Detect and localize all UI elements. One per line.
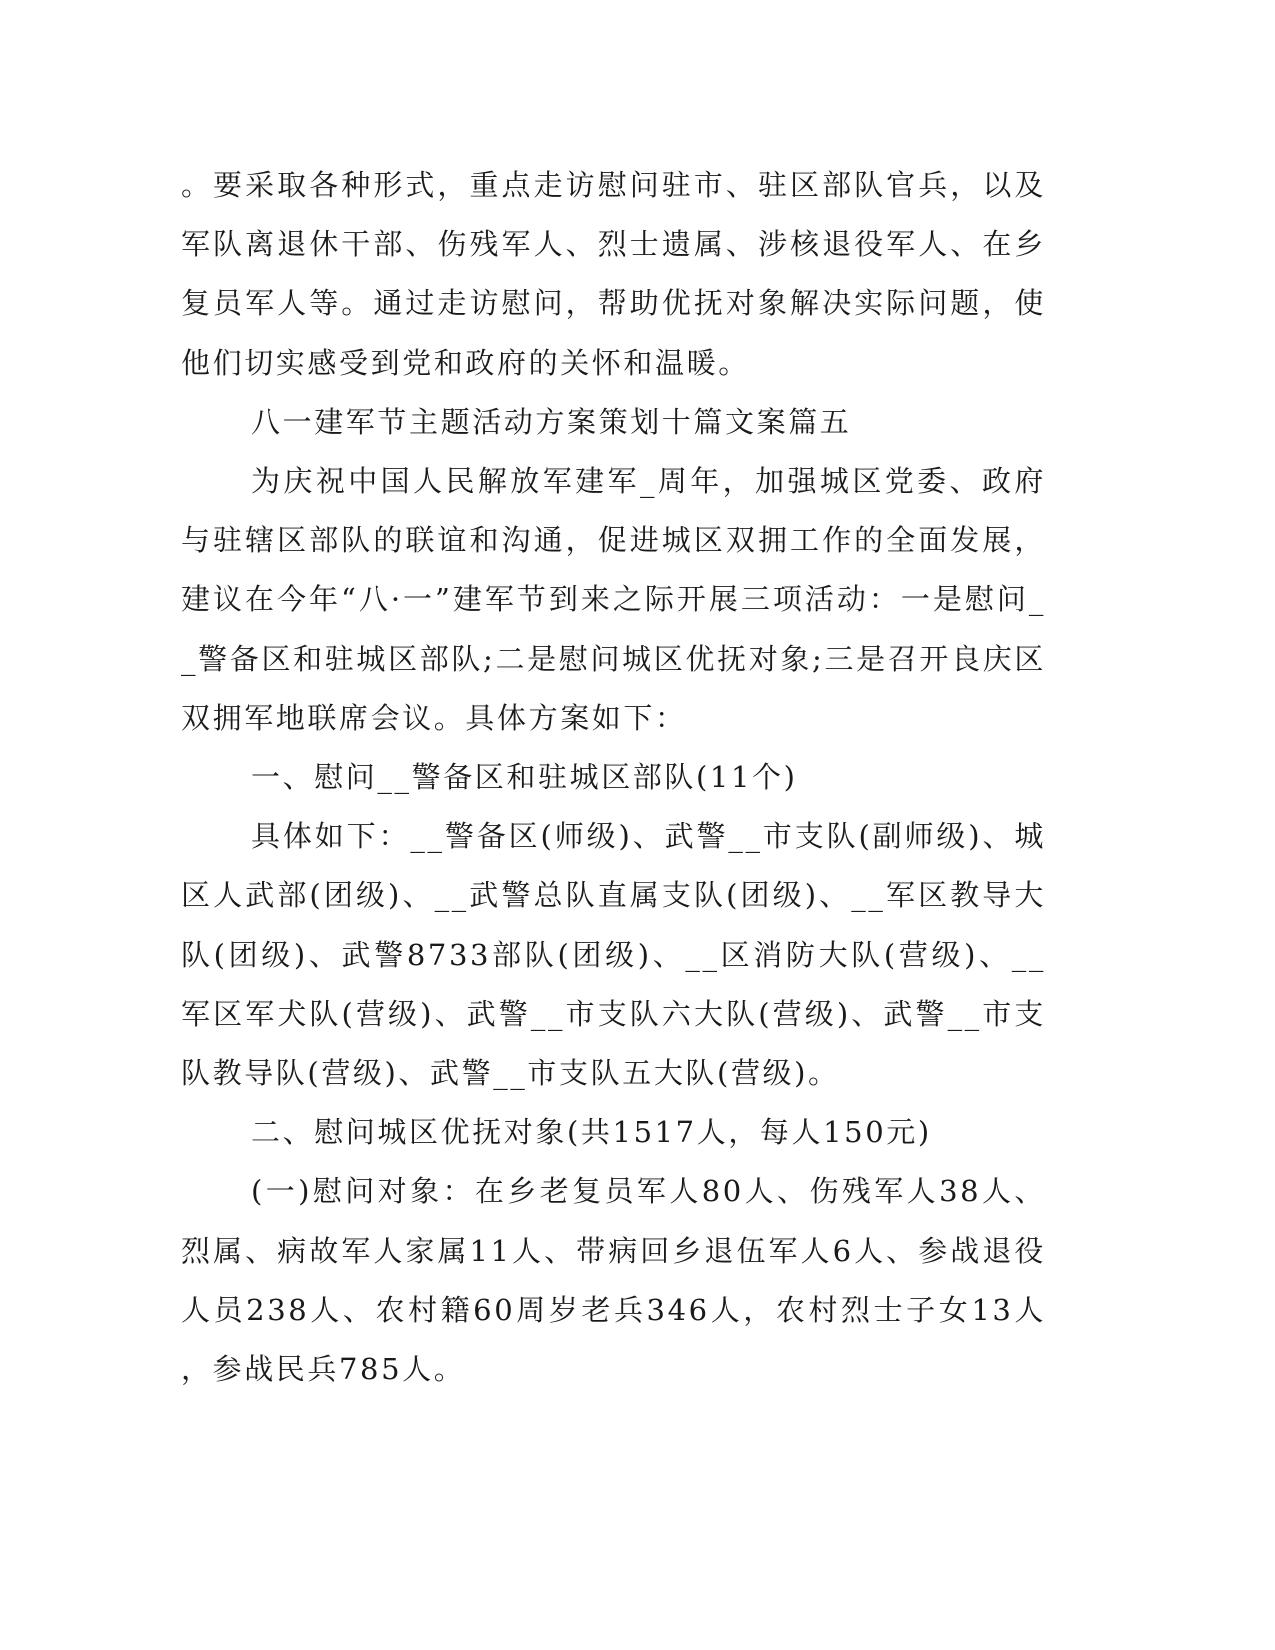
paragraph-beneficiary-list: (一)慰问对象：在乡老复员军人80人、伤残军人38人、烈属、病故军人家属11人、带病回乡退伍军人6人、参战退役人员238人、农村籍60周岁老兵346人，农村烈士子女13人，参战民兵785人。	[181, 1174, 1046, 1387]
paragraph-plan-intro: 为庆祝中国人民解放军建军_周年，加强城区党委、政府与驻辖区部队的联谊和沟通，促进城区双拥工作的全面发展，建议在今年“八·一”建军节到来之际开展三项活动：一是慰问__警备区和驻城区部队;二是慰问城区优抚对象;三是召开良庆区双拥军地联席会议。具体方案如下：	[181, 464, 1046, 735]
subheading-visit-troops: 一、慰问__警备区和驻城区部队(11个)	[251, 760, 798, 795]
subheading-visit-beneficiaries: 二、慰问城区优抚对象(共1517人，每人150元)	[251, 1115, 932, 1150]
paragraph-visit-summary: 。要采取各种形式，重点走访慰问驻市、驻区部队官兵，以及军队离退休干部、伤残军人、烈士遗属、涉核退役军人、在乡复员军人等。通过走访慰问，帮助优抚对象解决实际问题，使他们切实感受到党和政府的关怀和温暖。	[181, 168, 1046, 380]
section-heading: 八一建军节主题活动方案策划十篇文案篇五	[251, 404, 852, 439]
paragraph-troop-list: 具体如下：__警备区(师级)、武警__市支队(副师级)、城区人武部(团级)、__武警总队直属支队(团级)、__军区教导大队(团级)、武警8733部队(团级)、__区消防大队(营级)、__军区军犬队(营级)、武警__市支队六大队(营级)、武警__市支队教导队(营级)、武警__市支队五大队(营级)。	[181, 819, 1046, 1091]
document-body	[181, 156, 1046, 1399]
